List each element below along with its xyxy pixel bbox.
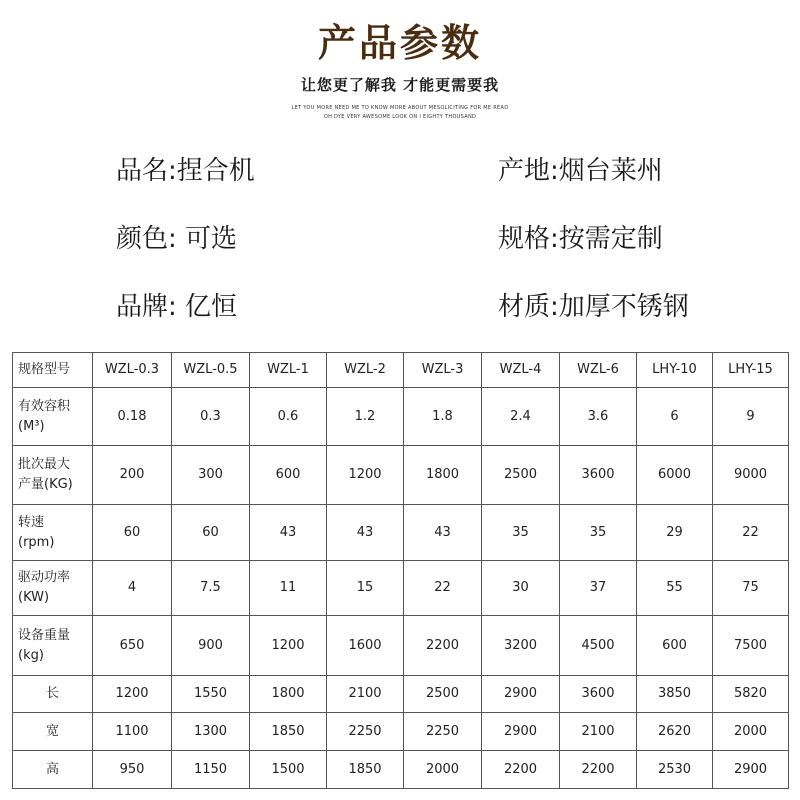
value-cell: 600 <box>637 616 713 676</box>
model-cell: LHY-15 <box>713 353 789 388</box>
tagline-english-1: LET YOU MORE NEED ME TO KNOW MORE ABOUT MESOLICITING FOR ME READ <box>291 105 509 111</box>
row-label: 转速 <box>18 514 45 530</box>
model-cell: WZL-0.5 <box>172 353 250 388</box>
value-cell: 1200 <box>250 616 327 676</box>
row-label: 设备重量 <box>18 627 71 643</box>
value-cell: 43 <box>404 505 482 561</box>
value-cell: 900 <box>172 616 250 676</box>
value-cell: 2200 <box>482 751 560 789</box>
value-cell: 1200 <box>327 446 404 505</box>
table-row <box>13 676 789 713</box>
value-cell: 9000 <box>713 446 789 505</box>
row-label-cell <box>13 446 93 505</box>
spec-color: 颜色: 可选 <box>116 224 238 254</box>
table-row <box>13 388 789 446</box>
model-cell: WZL-6 <box>560 353 637 388</box>
model-cell: WZL-2 <box>327 353 404 388</box>
row-label: 宽 <box>45 723 59 739</box>
value-cell: 0.6 <box>250 388 327 446</box>
value-cell: 1150 <box>172 751 250 789</box>
value-cell: 4 <box>93 561 172 616</box>
value-cell: 4500 <box>560 616 637 676</box>
value-cell: 2620 <box>637 713 713 751</box>
value-cell: 1550 <box>172 676 250 713</box>
value-cell: 30 <box>482 561 560 616</box>
spec-origin: 产地:烟台莱州 <box>498 156 663 186</box>
value-cell: 650 <box>93 616 172 676</box>
value-cell: 43 <box>250 505 327 561</box>
header-label-cell: 规格型号 <box>13 353 93 388</box>
value-cell: 2200 <box>560 751 637 789</box>
table-row <box>13 446 789 505</box>
table-row <box>13 713 789 751</box>
value-cell: 1200 <box>93 676 172 713</box>
model-cell: WZL-3 <box>404 353 482 388</box>
value-cell: 950 <box>93 751 172 789</box>
value-cell: 300 <box>172 446 250 505</box>
value-cell: 0.3 <box>172 388 250 446</box>
value-cell: 2500 <box>482 446 560 505</box>
page-title: 产品参数 <box>317 21 482 65</box>
row-label: 驱动功率 <box>18 570 71 585</box>
value-cell: 1600 <box>327 616 404 676</box>
value-cell: 600 <box>250 446 327 505</box>
value-cell: 1.8 <box>404 388 482 446</box>
value-cell: 2000 <box>713 713 789 751</box>
value-cell: 75 <box>713 561 789 616</box>
row-unit: (rpm) <box>18 534 55 550</box>
value-cell: 37 <box>560 561 637 616</box>
spec-brand: 品牌: 亿恒 <box>116 292 238 322</box>
row-unit: (kg) <box>18 647 44 663</box>
row-label: 批次最大 <box>18 457 71 472</box>
value-cell: 22 <box>404 561 482 616</box>
value-cell: 35 <box>560 505 637 561</box>
value-cell: 1850 <box>250 713 327 751</box>
value-cell: 3850 <box>637 676 713 713</box>
value-cell: 200 <box>93 446 172 505</box>
value-cell: 2100 <box>560 713 637 751</box>
value-cell: 3600 <box>560 676 637 713</box>
value-cell: 2250 <box>327 713 404 751</box>
value-cell: 1800 <box>404 446 482 505</box>
value-cell: 3600 <box>560 446 637 505</box>
row-unit: (M³) <box>18 418 45 434</box>
value-cell: 5820 <box>713 676 789 713</box>
value-cell: 2500 <box>404 676 482 713</box>
value-cell: 60 <box>93 505 172 561</box>
row-label-cell <box>13 713 93 751</box>
spec-size: 规格:按需定制 <box>498 224 663 254</box>
model-cell: WZL-4 <box>482 353 560 388</box>
value-cell: 7.5 <box>172 561 250 616</box>
value-cell: 1500 <box>250 751 327 789</box>
value-cell: 3.6 <box>560 388 637 446</box>
row-label: 长 <box>45 686 59 701</box>
value-cell: 2900 <box>482 713 560 751</box>
row-label: 高 <box>45 761 59 777</box>
value-cell: 2000 <box>404 751 482 789</box>
table-row <box>13 561 789 616</box>
row-unit: (KW) <box>18 590 50 605</box>
model-cell: LHY-10 <box>637 353 713 388</box>
value-cell: 2900 <box>713 751 789 789</box>
value-cell: 1.2 <box>327 388 404 446</box>
value-cell: 2200 <box>404 616 482 676</box>
value-cell: 0.18 <box>93 388 172 446</box>
value-cell: 1850 <box>327 751 404 789</box>
value-cell: 55 <box>637 561 713 616</box>
row-label-cell <box>13 505 93 561</box>
value-cell: 60 <box>172 505 250 561</box>
value-cell: 15 <box>327 561 404 616</box>
model-cell: WZL-1 <box>250 353 327 388</box>
table-row <box>13 505 789 561</box>
value-cell: 3200 <box>482 616 560 676</box>
row-label: 有效容积 <box>18 398 71 414</box>
row-label-cell <box>13 751 93 789</box>
value-cell: 35 <box>482 505 560 561</box>
parameter-table-body <box>13 353 789 789</box>
row-label-cell <box>13 388 93 446</box>
row-label-cell <box>13 676 93 713</box>
value-cell: 11 <box>250 561 327 616</box>
value-cell: 2900 <box>482 676 560 713</box>
row-label-cell <box>13 561 93 616</box>
table-header-row <box>13 353 789 388</box>
table-row <box>13 751 789 789</box>
value-cell: 2100 <box>327 676 404 713</box>
page-subtitle: 让您更了解我 才能更需要我 <box>300 76 500 94</box>
row-label-cell <box>13 616 93 676</box>
value-cell: 1300 <box>172 713 250 751</box>
value-cell: 29 <box>637 505 713 561</box>
table-row <box>13 616 789 676</box>
model-cell: WZL-0.3 <box>93 353 172 388</box>
spec-material: 材质:加厚不锈钢 <box>498 292 689 322</box>
value-cell: 6000 <box>637 446 713 505</box>
value-cell: 1100 <box>93 713 172 751</box>
parameter-table <box>12 352 789 789</box>
value-cell: 9 <box>713 388 789 446</box>
value-cell: 2.4 <box>482 388 560 446</box>
value-cell: 2250 <box>404 713 482 751</box>
value-cell: 1800 <box>250 676 327 713</box>
value-cell: 6 <box>637 388 713 446</box>
spec-product-name: 品名:捏合机 <box>116 156 255 186</box>
row-unit: 产量(KG) <box>18 477 73 492</box>
value-cell: 43 <box>327 505 404 561</box>
tagline-english-2: OH DYE VERY AWESOME LOOK ON I EIGHTY THOUSAND <box>323 114 477 120</box>
value-cell: 2530 <box>637 751 713 789</box>
value-cell: 22 <box>713 505 789 561</box>
value-cell: 7500 <box>713 616 789 676</box>
